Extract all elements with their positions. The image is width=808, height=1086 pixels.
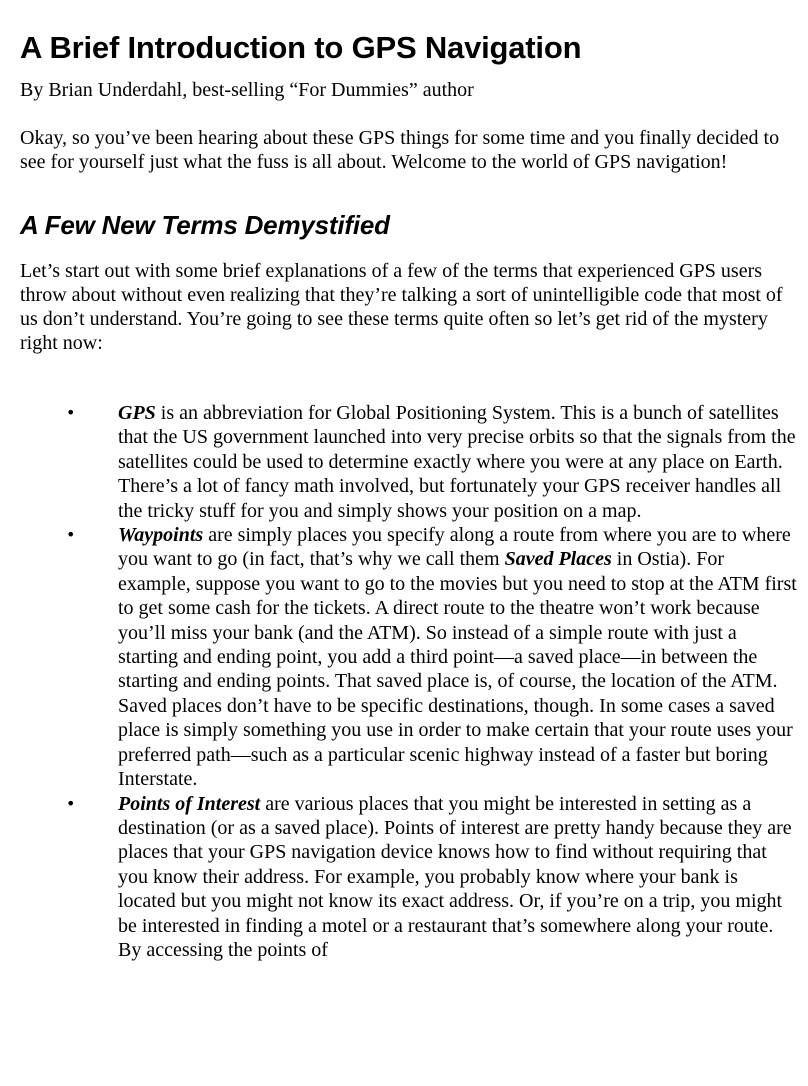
- term-saved-places: Saved Places: [504, 548, 612, 571]
- bullet-icon: •: [66, 793, 76, 813]
- list-item-gps: [20, 401, 800, 523]
- term-waypoints: Waypoints: [118, 524, 204, 547]
- list-item-points-of-interest: [20, 792, 800, 963]
- bullet-icon: •: [66, 403, 76, 422]
- author-byline: By Brian Underdahl, best-selling “For Dummies” author: [20, 79, 474, 101]
- section-paragraph: Let’s start out with some brief explanations of a few of the terms that experienced GPS users throw about without even realizing that they’re talking a sort of unintelligible code that most of us don’t understand. You’re going to see these terms quite often so let’s get rid of the mystery right now:: [20, 260, 783, 354]
- list-item-waypoints: [20, 523, 800, 791]
- document-title: A Brief Introduction to GPS Navigation: [20, 30, 582, 65]
- term-gps: GPS: [118, 402, 156, 424]
- term-waypoints-description-start: are simply places you specify along a route from where you are to where you want to go (in fact, that’s why we call them: [118, 524, 791, 571]
- term-waypoints-description-end: in Ostia). For example, suppose you want to go to the movies but you need to stop at the ATM first to get some cash for the tickets. A direct route to the theatre won’t work because you’ll miss your bank (and the ATM). So instead of a simple route with just a starting and ending point, you add a third point—a saved place—in between the starting and ending points. That saved place is, of course, the location of the ATM. Saved places don’t have to be specific destinations, though. In some cases a saved place is simply something you use in order to make certain that your route uses your preferred path—such as a particular scenic highway instead of a faster but boring Interstate.: [118, 548, 797, 791]
- bullet-icon: •: [66, 525, 76, 545]
- term-points-of-interest: Points of Interest: [118, 792, 261, 815]
- term-points-of-interest-description: are various places that you might be interested in setting as a destination (or as a saved place). Points of interest are pretty handy because they are places that your GPS navigation device knows how to find without requiring that you know their address. For example, you probably know where your bank is located but you might not know its exact address. Or, if you’re on a trip, you might be interested in finding a motel or a restaurant that’s somewhere along your route. By accessing the points of: [118, 792, 792, 961]
- intro-paragraph: Okay, so you’ve been hearing about these GPS things for some time and you finally decided to see for yourself just what the fuss is all about. Welcome to the world of GPS navigation!: [20, 127, 780, 173]
- document-page: [20, 28, 800, 962]
- section-heading: A Few New Terms Demystified: [20, 210, 390, 240]
- terms-list: [20, 401, 800, 962]
- term-gps-description: is an abbreviation for Global Positioning System. This is a bunch of satellites that the US government launched into very precise orbits so that the signals from the satellites could be used to determine exactly where you were at any place on Earth. There’s a lot of fancy math involved, but fortunately your GPS receiver handles all the tricky stuff for you and simply shows your position on a map.: [118, 402, 796, 522]
